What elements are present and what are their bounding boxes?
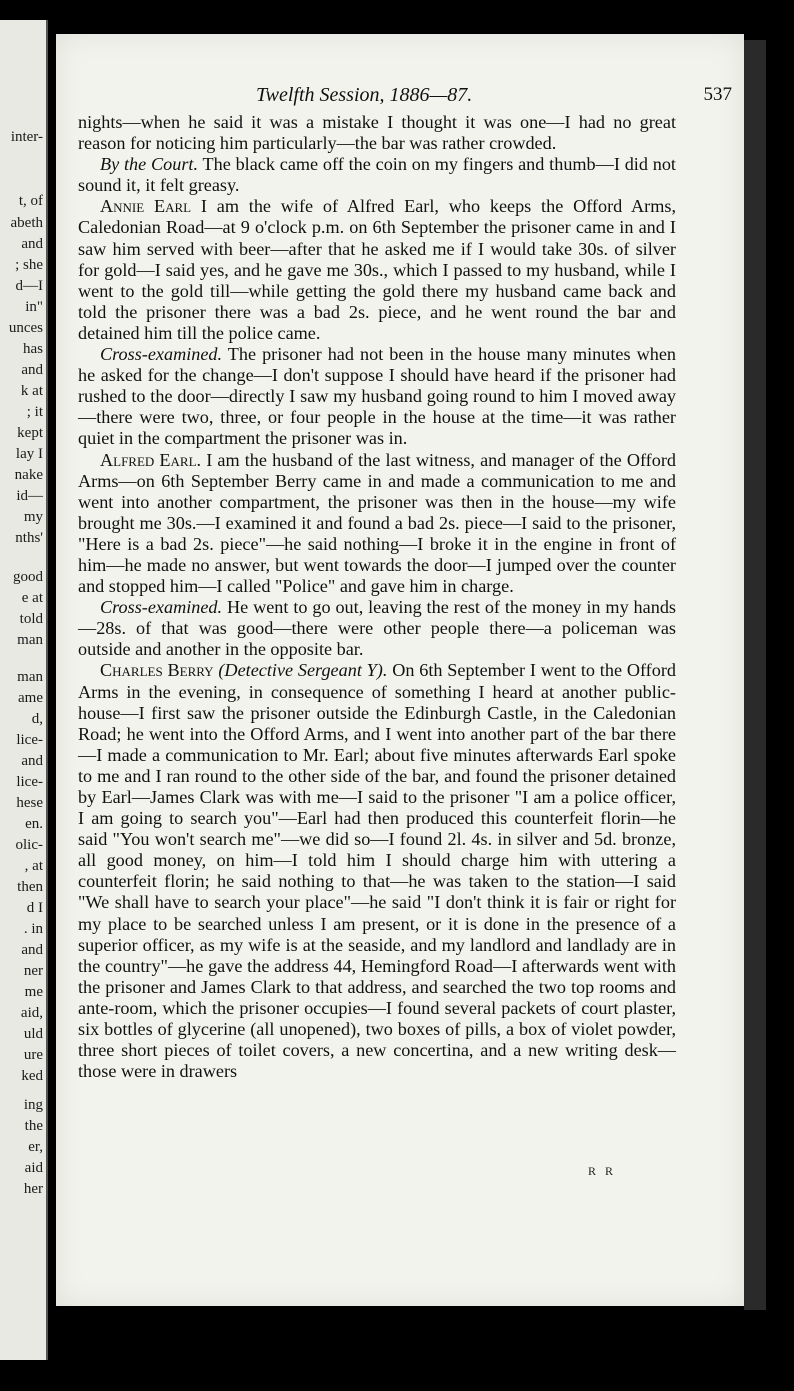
paragraph-text: On 6th September I went to the Offord Arms in the evening, in consequence of something I heard at another public-house—I first saw the prisoner outside the Edinburgh Castle, in the Caledonian Road; he went into the Offord Arms, and I went into another part of the bar there—I made a communication to Mr. Earl; about five minutes afterwards Earl spoke to me and I ran round to the other side of the bar, and found the prisoner detained by Earl—James Clark was with me—I said to the prisoner "I am a police officer, I am going to search you"—Earl had then produced this counterfeit florin—he said "You won't search me"—we did so—I found 2l. 4s. in silver and 5d. bronze, all good money, on him—I told him I should charge him with uttering a counterfeit florin; he said nothing to that—he was taken to the station—I said "We shall have to search your place"—he said "I don't think it is fair or right for my place to be searched unless I am present, or it is done in the presence of a superior officer, as my wife is at the seaside, and my landlord and landlady are in the country"—he gave the address 44, Hemingford Road—I afterwards went with the prisoner and James Clark to that address, and searched the two top rooms and ante-room, which the prisoner occupies—I found several packets of court plaster, six bottles of glycerine (all unopened), two boxes of pills, a box of violet powder, three short pieces of toilet covers, a new concertina, and a new writing desk—those were in drawers	[78, 660, 676, 1082]
margin-fragment: my	[23, 509, 43, 525]
margin-fragment: man	[17, 632, 43, 648]
paragraph-text: nights—when he said it was a mistake I thought it was one—I had no great reason for noticing him particularly—the bar was rather crowded.	[78, 112, 676, 154]
margin-fragment: kept	[17, 425, 43, 441]
margin-fragment: id—	[16, 488, 43, 504]
speaker-lead: Cross-examined.	[100, 344, 223, 365]
speaker-lead: By the Court.	[100, 154, 199, 175]
margin-fragment: and	[21, 362, 43, 378]
paragraph-text: He went to go out, leaving the rest of the money in my hands—28s. of that was good—there were other people there—a policeman was outside and another in the opposite bar.	[78, 597, 676, 660]
margin-fragment: ; she	[15, 257, 43, 273]
margin-fragment: ner	[23, 963, 43, 979]
margin-fragment: in"	[25, 299, 43, 315]
witness-name: Annie Earl	[100, 196, 192, 217]
margin-fragment: man	[17, 669, 43, 685]
margin-fragment: lice-	[16, 774, 43, 790]
margin-fragment: told	[19, 611, 43, 627]
margin-fragment: then	[17, 879, 43, 895]
margin-fragment: d,	[31, 711, 43, 727]
margin-fragment: good	[13, 569, 43, 585]
margin-fragment: k at	[20, 383, 43, 399]
running-header	[56, 84, 744, 110]
margin-fragment: abeth	[10, 215, 43, 231]
session-title: Twelfth Session, 1886—87.	[256, 84, 473, 106]
margin-fragment: ing	[23, 1097, 43, 1113]
testimony-text	[78, 112, 676, 1082]
margin-fragment: nake	[14, 467, 43, 483]
book-edge	[744, 40, 766, 1310]
margin-fragment: ; it	[26, 404, 43, 420]
paragraph	[78, 154, 676, 196]
margin-fragment: her	[23, 1181, 43, 1197]
page-number: 537	[703, 84, 732, 105]
margin-fragment: uld	[23, 1026, 43, 1042]
margin-fragment: er,	[28, 1139, 43, 1155]
margin-fragment: aid,	[20, 1005, 43, 1021]
paragraph	[78, 112, 676, 154]
margin-fragment: the	[24, 1118, 43, 1134]
paragraph	[78, 597, 676, 660]
paragraph-text: I am the wife of Alfred Earl, who keeps the Offord Arms, Caledonian Road—at 9 o'clock p.m. on 6th September the prisoner came in and I saw him served with beer—after that he asked me if I would take 30s. of silver for gold—I said yes, and he gave me 30s., which I passed to my husband, while I went to the gold till—while getting the gold there my husband came back and told the prisoner there was a bad 2s. piece, and he went round the bar and detained him till the police came.	[78, 196, 676, 343]
witness-name: Charles Berry	[100, 660, 214, 681]
margin-fragment: d I	[26, 900, 43, 916]
paragraph-text: The prisoner had not been in the house many minutes when he asked for the change—I don't suppose I should have heard if the prisoner had rushed to the door—directly I saw my husband going round to him I moved away—there were two, three, or four people in the house at the time—it was rather quiet in the compartment the prisoner was in.	[78, 344, 676, 449]
speaker-lead: Cross-examined.	[100, 597, 223, 618]
signature-mark: R R	[588, 1164, 617, 1178]
margin-fragment: lice-	[16, 732, 43, 748]
margin-fragment: and	[21, 753, 43, 769]
margin-fragment: and	[21, 942, 43, 958]
margin-fragment: ame	[18, 690, 43, 706]
paragraph	[78, 196, 676, 344]
margin-fragment: . in	[23, 921, 43, 937]
margin-fragment: me	[24, 984, 43, 1000]
paragraph	[78, 450, 676, 598]
margin-fragment: has	[23, 341, 43, 357]
witness-rank: (Detective Sergeant Y).	[213, 660, 388, 681]
margin-fragment: ked	[21, 1068, 43, 1084]
margin-fragment: nths'	[15, 530, 43, 546]
margin-fragment: e at	[21, 590, 43, 606]
margin-fragment: inter-	[10, 129, 43, 145]
margin-fragment: en.	[25, 816, 43, 832]
margin-fragment: aid	[24, 1160, 43, 1176]
margin-fragment: unces	[8, 320, 43, 336]
previous-page-margin	[0, 20, 48, 1360]
margin-fragment: lay I	[15, 446, 43, 462]
document-page	[56, 34, 744, 1306]
margin-fragment: olic-	[15, 837, 43, 853]
paragraph-text: The black came off the coin on my fingers and thumb—I did not sound it, it felt greasy.	[78, 154, 676, 196]
margin-fragment: and	[21, 236, 43, 252]
witness-name: Alfred Earl.	[100, 449, 202, 470]
margin-fragment: , at	[24, 858, 43, 874]
paragraph-text: I am the husband of the last witness, and manager of the Offord Arms—on 6th September Berry came in and made a communication to me and went into another compartment, the prisoner was then in the house—my wife brought me 30s.—I examined it and found a bad 2s. piece—I said to the prisoner, "Here is a bad 2s. piece"—he said nothing—I broke it in the engine in front of him—he made no answer, but went towards the door—I jumped over the counter and stopped him—I called "Police" and gave him in charge.	[78, 449, 676, 597]
margin-fragment: d—I	[15, 278, 43, 294]
paragraph	[78, 344, 676, 449]
paragraph	[78, 660, 676, 1082]
margin-fragment: ure	[23, 1047, 43, 1063]
margin-fragment: hese	[16, 795, 43, 811]
margin-fragment: t, of	[18, 193, 43, 209]
